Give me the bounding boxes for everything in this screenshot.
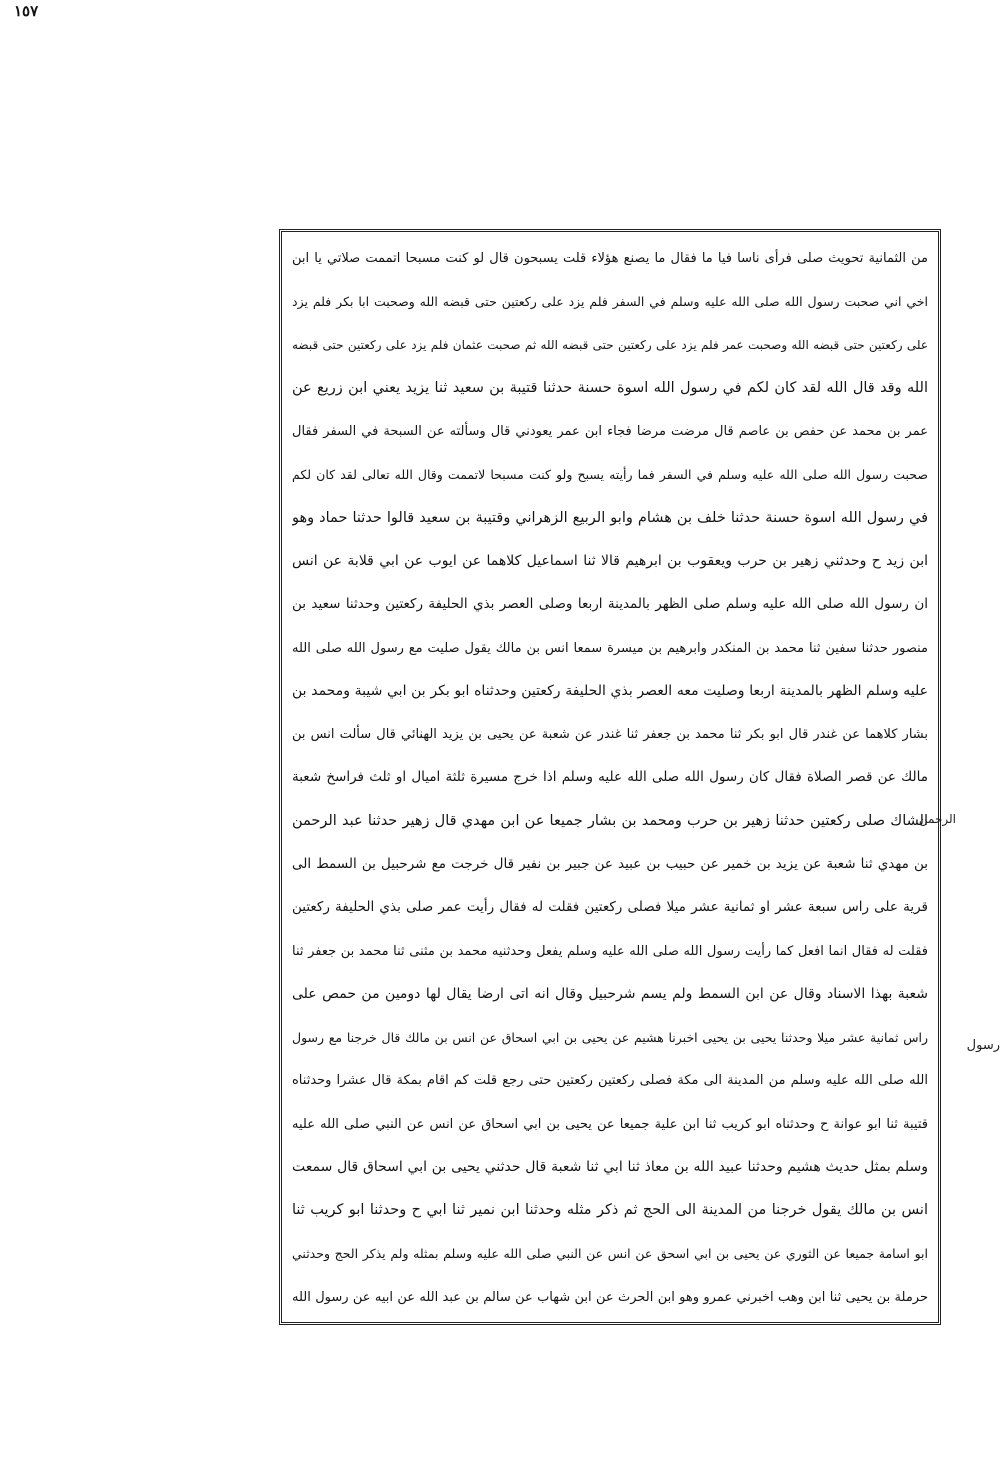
text-line: راس ثمانية عشر ميلا وحدثنا يحيى بن يحيى اخبرنا هشيم عن يحيى بن ابي اسحاق عن انس بن مالك قال خرجنا مع رسول bbox=[292, 1030, 928, 1046]
text-line: الله صلى الله عليه وسلم من المدينة الى مكة فصلى ركعتين ركعتين حتى رجع قلت كم اقام بمكة قال عشرا وحدثناه bbox=[292, 1073, 928, 1089]
text-line: من الثمانية تحويث صلى فرأى ناسا فيا ما فقال ما يصنع هؤلاء قلت يسبحون قال لو كنت مسبحا اتممت صلاتي يا ابن bbox=[292, 251, 928, 266]
text-line: ابن زيد ح وحدثني زهير بن حرب ويعقوب بن ابرهيم قالا ثنا اسماعيل كلاهما عن ايوب عن ابي قلابة عن انس bbox=[292, 552, 928, 569]
text-line: بشار كلاهما عن غندر قال ابو بكر ثنا محمد بن جعفر ثنا غندر عن شعبة عن يحيى بن يزيد الهنائي قال سألت انس بن bbox=[292, 727, 928, 743]
text-line: ابو اسامة جميعا عن الثوري عن يحيى بن ابي اسحق عن انس عن النبي صلى الله عليه وسلم بمثله ولم يذكر الحج وحدثني bbox=[292, 1246, 928, 1262]
text-line: اخي اني صحبت رسول الله صلى الله عليه وسلم في السفر فلم يزد على ركعتين حتى قبضه الله وصحبت ابا بكر فلم يزد bbox=[292, 294, 928, 310]
text-line: قرية على راس سبعة عشر او ثمانية عشر ميلا فصلى ركعتين فقلت له فقال رأيت عمر صلى بذي الحليفة ركعتين bbox=[292, 899, 928, 916]
text-line: في رسول الله اسوة حسنة حدثنا خلف بن هشام وابو الربيع الزهراني وقتيبة بن سعيد قالوا حدثنا حماد وهو bbox=[292, 509, 928, 526]
text-line: على ركعتين حتى قبضه الله وصحبت عمر فلم يزد على ركعتين حتى قبضه الله ثم صحبت عثمان فلم يزد على ركعتين حتى قبضه bbox=[292, 337, 928, 352]
text-line: الشاك صلى ركعتين حدثنا زهير بن حرب ومحمد بن بشار جميعا عن ابن مهدي قال زهير حدثنا عبد الرحمن bbox=[292, 812, 928, 829]
manuscript-text bbox=[292, 238, 928, 1318]
margin-note: الرحمن bbox=[918, 812, 956, 826]
text-line: الله وقد قال الله لقد كان لكم في رسول الله اسوة حسنة حدثنا قتيبة بن سعيد ثنا يزيد يعني ابن زريع عن bbox=[292, 379, 928, 396]
text-line: ان رسول الله صلى الله عليه وسلم صلى الظهر بالمدينة اربعا وصلى العصر بذي الحليفة ركعتين وحدثنا سعيد بن bbox=[292, 596, 928, 613]
text-line: مالك عن قصر الصلاة فقال كان رسول الله صلى الله عليه وسلم اذا خرج مسيرة ثلثة اميال او ثلث فراسخ شعبة bbox=[292, 769, 928, 786]
text-line: فقلت له فقال انما افعل كما رأيت رسول الله صلى الله عليه وسلم يفعل وحدثنيه محمد بن مثنى ثنا محمد بن جعفر ثنا bbox=[292, 943, 928, 959]
page-number: ١٥٧ bbox=[14, 2, 39, 20]
text-frame bbox=[279, 229, 941, 1325]
text-line: قتيبة ثنا ابو عوانة ح وحدثناه ابو كريب ثنا ابن علية جميعا عن يحيى بن ابي اسحاق عن انس عن النبي صلى الله عليه bbox=[292, 1116, 928, 1132]
text-line: عليه وسلم الظهر بالمدينة اربعا وصليت معه العصر بذي الحليفة ركعتين وحدثناه ابو بكر بن ابي شيبة ومحمد بن bbox=[292, 682, 928, 699]
text-line: صحبت رسول الله صلى الله عليه وسلم في السفر فما رأيته يسبح ولو كنت مسبحا لاتممت وقال الله تعالى لقد كان لكم bbox=[292, 467, 928, 483]
text-line: عمر بن محمد عن حفص بن عاصم قال مرضت مرضا فجاء ابن عمر يعودني قال وسألته عن السبحة في السفر فقال bbox=[292, 424, 928, 440]
text-line: بن مهدي ثنا شعبة عن يزيد بن خمير عن حبيب بن عبيد عن جبير بن نفير قال خرجت مع شرحبيل بن السمط الى bbox=[292, 855, 928, 872]
text-line: حرملة بن يحيى ثنا ابن وهب اخبرني عمرو وهو ابن الحرث عن ابن شهاب عن سالم بن عبد الله عن ابيه عن رسول الله bbox=[292, 1289, 928, 1305]
text-line: شعبة بهذا الاسناد وقال عن ابن السمط ولم يسم شرحبيل وقال انه اتى ارضا يقال لها دومين من حمص على bbox=[292, 985, 928, 1002]
text-line: وسلم بمثل حديث هشيم وحدثنا عبيد الله بن معاذ ثنا ابي ثنا شعبة قال حدثني يحيى بن ابي اسحاق قال سمعت bbox=[292, 1158, 928, 1175]
text-line: منصور حدثنا سفين ثنا محمد بن المنكدر وابرهيم بن ميسرة سمعا انس بن مالك يقول صليت مع رسول الله صلى الله bbox=[292, 640, 928, 656]
margin-note: رسول bbox=[966, 1038, 1000, 1053]
text-line: انس بن مالك يقول خرجنا من المدينة الى الحج ثم ذكر مثله وحدثنا ابن نمير ثنا ابي ح وحدثنا ابو كريب ثنا bbox=[292, 1202, 928, 1219]
